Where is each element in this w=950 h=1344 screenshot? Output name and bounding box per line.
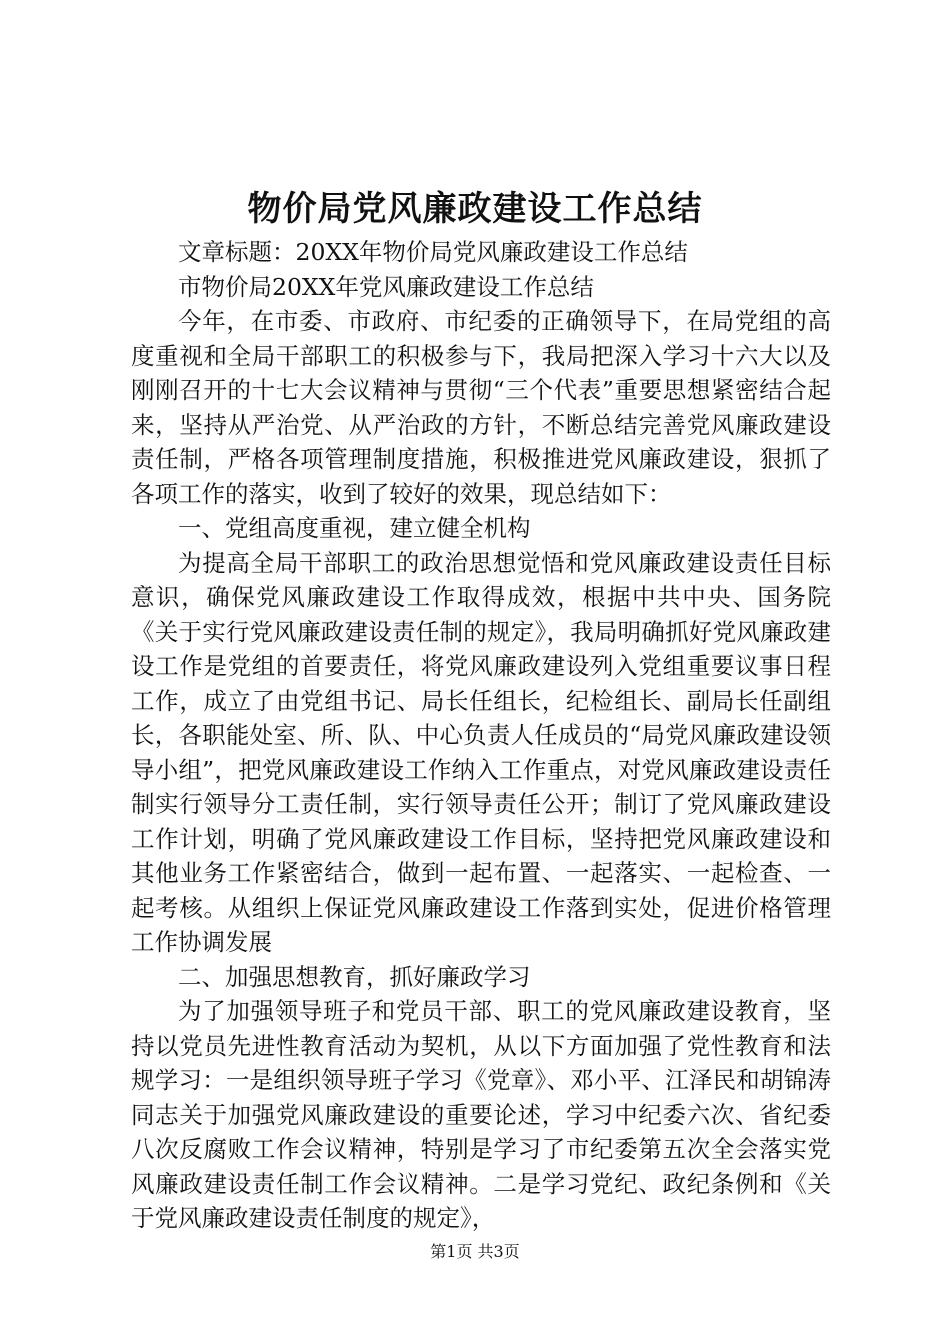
section-2-paragraph: 为了加强领导班子和党员干部、职工的党风廉政建设教育，坚持以党员先进性教育活动为契机，从以下方面加强了党性教育和法规学习：一是组织领导班子学习《党章》、邓小平、江泽民和胡锦涛同志关于加强党风廉政建设的重要论述，学习中纪委六次、省纪委八次反腐败工作会议精神，特别是学习了市纪委第五次全会落实党风廉政建设责任制工作会议精神。二是学习党纪、政纪条例和《关于党风廉政建设责任制度的规定》， (131, 997, 831, 1232)
page-footer: 第1页 共3页 (430, 1242, 520, 1261)
section-heading-2: 二、加强思想教育，抓好廉政学习 (178, 962, 531, 991)
intro-paragraph: 今年，在市委、市政府、市纪委的正确领导下，在局党组的高度重视和全局干部职工的积极参与下，我局把深入学习十六大以及刚刚召开的十七大会议精神与贯彻“三个代表”重要思想紧密结合起来，坚持从严治党、从严治政的方针，不断总结完善党风廉政建设责任制，严格各项管理制度措施，积极推进党风廉政建设，狠抓了各项工作的落实，收到了较好的效果，现总结如下： (131, 307, 831, 508)
article-title-line: 文章标题：20XX年物价局党风廉政建设工作总结 (178, 238, 688, 266)
document-body (131, 235, 831, 1236)
document-title: 物价局党风廉政建设工作总结 (247, 189, 703, 229)
subtitle-line: 市物价局20XX年党风廉政建设工作总结 (178, 272, 594, 301)
section-heading-1: 一、党组高度重视，建立健全机构 (178, 514, 531, 542)
section-1-paragraph: 为提高全局干部职工的政治思想觉悟和党风廉政建设责任目标意识，确保党风廉政建设工作取得成效，根据中共中央、国务院《关于实行党风廉政建设责任制的规定》，我局明确抓好党风廉政建设工作是党组的首要责任，将党风廉政建设列入党组重要议事日程工作，成立了由党组书记、局长任组长，纪检组长、副局长任副组长，各职能处室、所、队、中心负责人任成员的“局党风廉政建设领导小组”，把党风廉政建设工作纳入工作重点，对党风廉政建设责任制实行领导分工责任制，实行领导责任公开；制订了党风廉政建设工作计划，明确了党风廉政建设工作目标，坚持把党风廉政建设和其他业务工作紧密结合，做到一起布置、一起落实、一起检查、一起考核。从组织上保证党风廉政建设工作落到实处，促进价格管理工作协调发展 (131, 548, 831, 956)
